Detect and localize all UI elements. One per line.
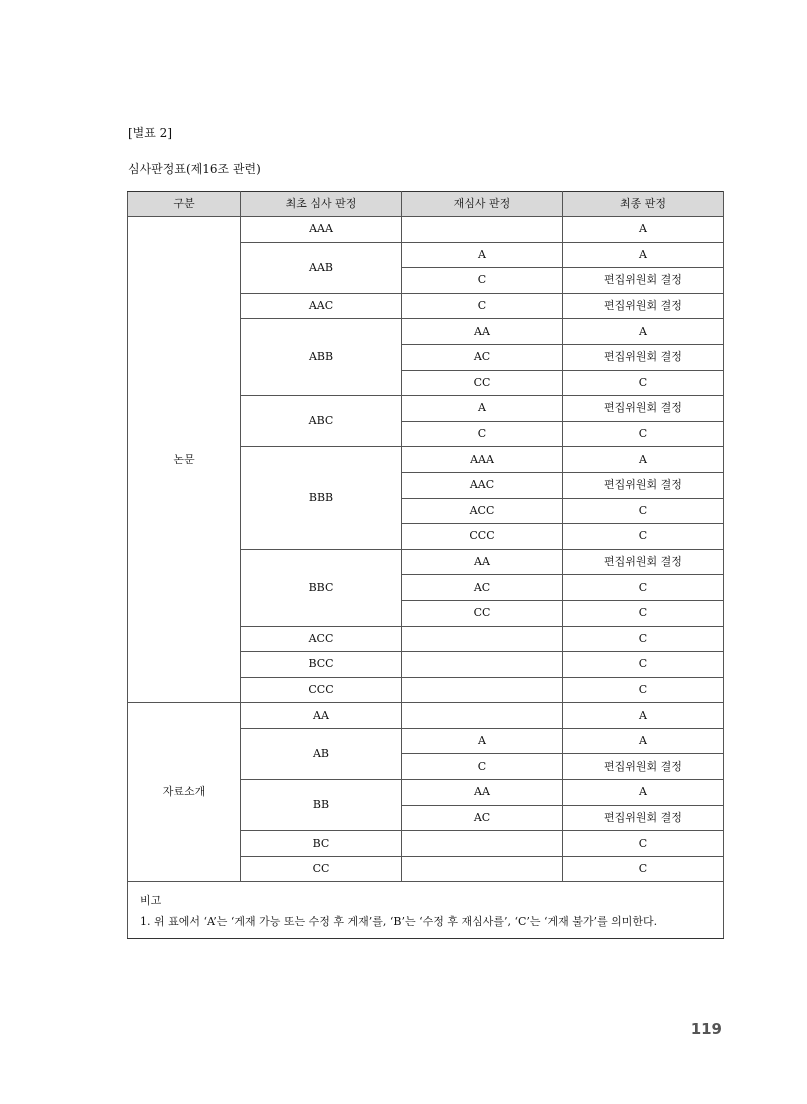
category-cell: 논문 — [128, 217, 241, 703]
final-decision-cell: 편집위원회 결정 — [563, 754, 724, 780]
final-decision-cell: A — [563, 242, 724, 268]
first-review-cell: AB — [241, 728, 402, 779]
first-review-cell: ABC — [241, 396, 402, 447]
final-decision-cell: C — [563, 600, 724, 626]
final-decision-cell: 편집위원회 결정 — [563, 268, 724, 294]
final-decision-cell: A — [563, 728, 724, 754]
first-review-cell: ACC — [241, 626, 402, 652]
final-decision-cell: C — [563, 856, 724, 882]
review-decision-table — [127, 191, 724, 939]
notes-title: 비고 — [140, 894, 162, 908]
re-review-cell: AC — [402, 344, 563, 370]
final-decision-cell: 편집위원회 결정 — [563, 344, 724, 370]
final-decision-cell: C — [563, 677, 724, 703]
first-review-cell: BBC — [241, 549, 402, 626]
notes-cell — [128, 882, 724, 939]
notes-row — [128, 882, 724, 939]
re-review-cell — [402, 677, 563, 703]
final-decision-cell: C — [563, 575, 724, 601]
final-decision-cell: C — [563, 524, 724, 550]
re-review-cell: A — [402, 242, 563, 268]
final-decision-cell: C — [563, 498, 724, 524]
first-review-cell: ABB — [241, 319, 402, 396]
final-decision-cell: 편집위원회 결정 — [563, 472, 724, 498]
first-review-cell: BCC — [241, 652, 402, 678]
re-review-cell: A — [402, 396, 563, 422]
re-review-cell — [402, 703, 563, 729]
header-final-decision: 최종 판정 — [563, 192, 724, 217]
final-decision-cell: A — [563, 780, 724, 806]
re-review-cell: C — [402, 754, 563, 780]
final-decision-cell: 편집위원회 결정 — [563, 293, 724, 319]
re-review-cell: AA — [402, 549, 563, 575]
first-review-cell: AAC — [241, 293, 402, 319]
final-decision-cell: C — [563, 421, 724, 447]
re-review-cell: AAA — [402, 447, 563, 473]
table-body — [128, 217, 724, 939]
first-review-cell: BBB — [241, 447, 402, 549]
first-review-cell: AAB — [241, 242, 402, 293]
header-first-review: 최초 심사 판정 — [241, 192, 402, 217]
final-decision-cell: 편집위원회 결정 — [563, 549, 724, 575]
final-decision-cell: C — [563, 370, 724, 396]
re-review-cell: C — [402, 421, 563, 447]
re-review-cell: AA — [402, 780, 563, 806]
re-review-cell: CCC — [402, 524, 563, 550]
re-review-cell: C — [402, 268, 563, 294]
final-decision-cell: A — [563, 447, 724, 473]
annex-heading: [별표 2] — [128, 126, 172, 140]
re-review-cell: AA — [402, 319, 563, 345]
re-review-cell: AC — [402, 805, 563, 831]
first-review-cell: BB — [241, 780, 402, 831]
first-review-cell: CCC — [241, 677, 402, 703]
first-review-cell: CC — [241, 856, 402, 882]
table-header-row — [128, 192, 724, 217]
table-row — [128, 217, 724, 243]
first-review-cell: BC — [241, 831, 402, 857]
re-review-cell — [402, 626, 563, 652]
final-decision-cell: C — [563, 626, 724, 652]
re-review-cell — [402, 652, 563, 678]
final-decision-cell: A — [563, 703, 724, 729]
note-item: 1. 위 표에서 ‘A’는 ‘게재 가능 또는 수정 후 게재’를, ‘B’는 ‘수정 후 재심사를’, ‘C’는 ‘게재 불가’를 의미한다. — [140, 915, 658, 929]
final-decision-cell: 편집위원회 결정 — [563, 805, 724, 831]
re-review-cell: A — [402, 728, 563, 754]
final-decision-cell: C — [563, 652, 724, 678]
final-decision-cell: A — [563, 319, 724, 345]
re-review-cell: ACC — [402, 498, 563, 524]
table-row — [128, 703, 724, 729]
first-review-cell: AAA — [241, 217, 402, 243]
re-review-cell: C — [402, 293, 563, 319]
re-review-cell: CC — [402, 370, 563, 396]
first-review-cell: AA — [241, 703, 402, 729]
header-re-review: 재심사 판정 — [402, 192, 563, 217]
re-review-cell — [402, 217, 563, 243]
re-review-cell — [402, 831, 563, 857]
final-decision-cell: 편집위원회 결정 — [563, 396, 724, 422]
re-review-cell: CC — [402, 600, 563, 626]
final-decision-cell: A — [563, 217, 724, 243]
final-decision-cell: C — [563, 831, 724, 857]
re-review-cell: AC — [402, 575, 563, 601]
re-review-cell — [402, 856, 563, 882]
re-review-cell: AAC — [402, 472, 563, 498]
table-title: 심사판정표(제16조 관련) — [128, 162, 261, 176]
header-category: 구분 — [128, 192, 241, 217]
page-number: 119 — [690, 1020, 722, 1038]
category-cell: 자료소개 — [128, 703, 241, 882]
